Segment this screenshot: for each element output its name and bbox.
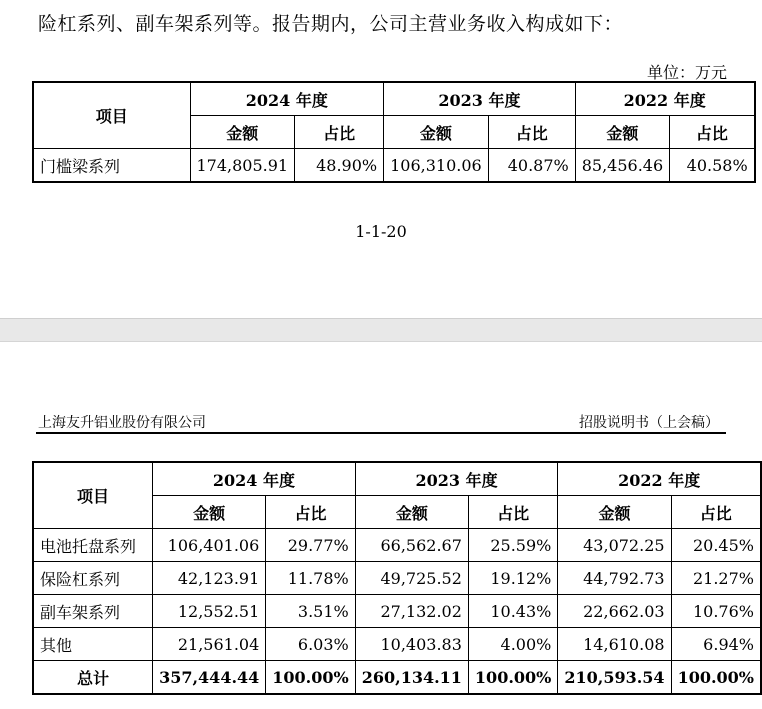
amount-header: 金额 <box>355 496 468 529</box>
unit-label: 单位：万元 <box>646 63 727 82</box>
amount-cell: 44,792.73 <box>558 562 671 595</box>
amount-cell: 106,401.06 <box>153 529 266 562</box>
amount-header: 金额 <box>558 496 671 529</box>
year-header-2024: 2024 年度 <box>153 462 356 496</box>
ratio-header: 占比 <box>670 116 755 149</box>
amount-cell: 66,562.67 <box>355 529 468 562</box>
document-type-header: 招股说明书（上会稿） <box>579 415 719 431</box>
year-header-2023: 2023 年度 <box>384 82 576 116</box>
amount-cell: 49,725.52 <box>355 562 468 595</box>
total-ratio-cell: 100.00% <box>671 661 761 695</box>
row-label: 电池托盘系列 <box>33 529 153 562</box>
table-row <box>33 595 761 628</box>
amount-cell: 22,662.03 <box>558 595 671 628</box>
item-header: 项目 <box>33 462 153 529</box>
table-row <box>33 149 755 183</box>
ratio-cell: 11.78% <box>266 562 355 595</box>
ratio-cell: 40.58% <box>670 149 755 183</box>
ratio-cell: 19.12% <box>468 562 557 595</box>
amount-cell: 43,072.25 <box>558 529 671 562</box>
ratio-cell: 10.43% <box>468 595 557 628</box>
amount-header: 金额 <box>575 116 669 149</box>
ratio-header: 占比 <box>468 496 557 529</box>
row-label: 副车架系列 <box>33 595 153 628</box>
table-row <box>33 529 761 562</box>
table-row <box>33 562 761 595</box>
total-amount-cell: 210,593.54 <box>558 661 671 695</box>
amount-cell: 27,132.02 <box>355 595 468 628</box>
amount-header: 金额 <box>153 496 266 529</box>
page-2 <box>0 342 762 709</box>
page-separator <box>0 318 762 342</box>
total-amount-cell: 357,444.44 <box>153 661 266 695</box>
year-header-2023: 2023 年度 <box>355 462 558 496</box>
total-ratio-cell: 100.00% <box>468 661 557 695</box>
ratio-cell: 6.94% <box>671 628 761 661</box>
ratio-header: 占比 <box>488 116 575 149</box>
total-label: 总计 <box>33 661 153 695</box>
ratio-cell: 20.45% <box>671 529 761 562</box>
year-header-2024: 2024 年度 <box>190 82 384 116</box>
ratio-cell: 25.59% <box>468 529 557 562</box>
amount-cell: 21,561.04 <box>153 628 266 661</box>
ratio-cell: 3.51% <box>266 595 355 628</box>
revenue-table-part-1 <box>32 81 756 183</box>
amount-header: 金额 <box>190 116 295 149</box>
ratio-header: 占比 <box>671 496 761 529</box>
year-header-2022: 2022 年度 <box>558 462 761 496</box>
ratio-header: 占比 <box>266 496 355 529</box>
total-amount-cell: 260,134.11 <box>355 661 468 695</box>
amount-cell: 106,310.06 <box>384 149 489 183</box>
ratio-cell: 29.77% <box>266 529 355 562</box>
item-header: 项目 <box>33 82 190 149</box>
total-row <box>33 661 761 695</box>
page-number: 1-1-20 <box>355 222 407 241</box>
ratio-header: 占比 <box>295 116 384 149</box>
table-row <box>33 628 761 661</box>
total-ratio-cell: 100.00% <box>266 661 355 695</box>
year-header-2022: 2022 年度 <box>575 82 754 116</box>
revenue-table-part-2 <box>32 461 762 695</box>
amount-cell: 85,456.46 <box>575 149 669 183</box>
amount-header: 金额 <box>384 116 489 149</box>
row-label: 其他 <box>33 628 153 661</box>
amount-cell: 174,805.91 <box>190 149 295 183</box>
ratio-cell: 48.90% <box>295 149 384 183</box>
ratio-cell: 40.87% <box>488 149 575 183</box>
row-label: 门槛梁系列 <box>33 149 190 183</box>
amount-cell: 10,403.83 <box>355 628 468 661</box>
ratio-cell: 6.03% <box>266 628 355 661</box>
amount-cell: 14,610.08 <box>558 628 671 661</box>
company-name-header: 上海友升铝业股份有限公司 <box>38 415 206 431</box>
amount-cell: 12,552.51 <box>153 595 266 628</box>
ratio-cell: 21.27% <box>671 562 761 595</box>
ratio-cell: 4.00% <box>468 628 557 661</box>
page-1 <box>0 0 762 318</box>
amount-cell: 42,123.91 <box>153 562 266 595</box>
intro-paragraph: 险杠系列、副车架系列等。报告期内，公司主营业务收入构成如下： <box>38 13 624 35</box>
ratio-cell: 10.76% <box>671 595 761 628</box>
row-label: 保险杠系列 <box>33 562 153 595</box>
header-rule <box>36 432 726 434</box>
